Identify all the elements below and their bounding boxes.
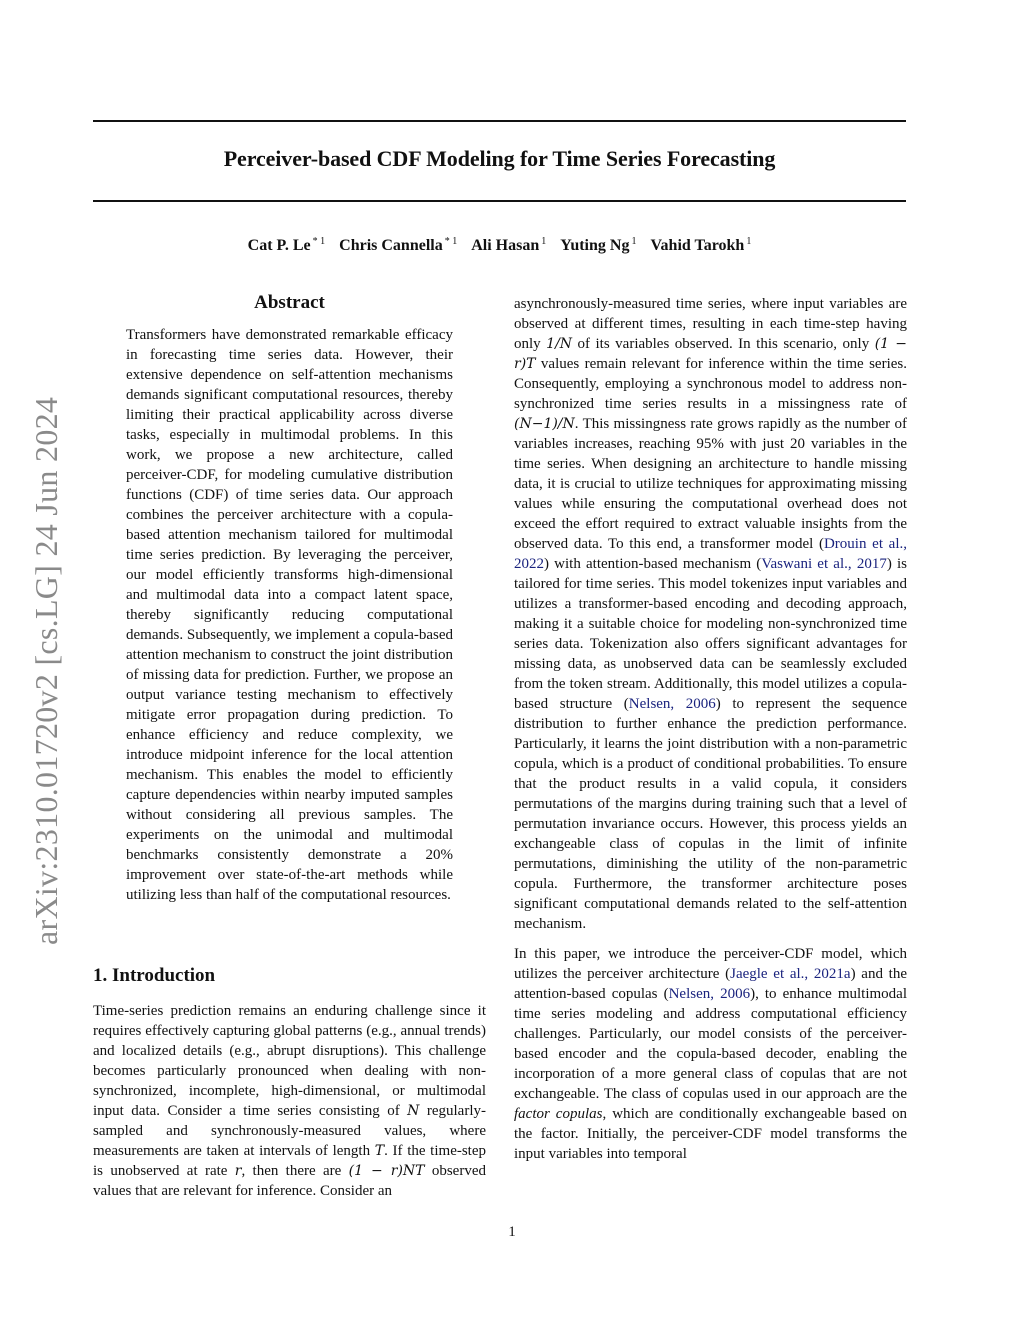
math-inline: T bbox=[374, 1143, 385, 1159]
introduction-paragraph bbox=[514, 944, 907, 1164]
citation-link[interactable]: Nelsen, 2006 bbox=[628, 696, 716, 712]
author-affiliation: * 1 bbox=[444, 236, 458, 247]
text-span: ) to represent the sequence distribution to further enhance the prediction performance. Particularly, it learns the joint distribution with a non-parametric copula, which is a product of conditional probabilities. To ensure that the product results in a valid copula, it considers permutations of the margins during training such that a level of permutation invariance occurs. However, this process yields an exchangeable class of copulas in the limit of infinite permutations, diminishing the utility of the non-parametric copula. Furthermore, the transformer architecture poses significant computational demands related to the self-attention mechanism. bbox=[514, 696, 907, 932]
author-name: Yuting Ng bbox=[560, 237, 630, 255]
text-span: ) and the attention-based copulas ( bbox=[514, 966, 907, 1002]
math-inline: N bbox=[407, 1103, 420, 1119]
author bbox=[560, 237, 636, 254]
math-inline: (1 − r)NT bbox=[348, 1163, 425, 1179]
text-span: observed values that are relevant for inference. Consider an bbox=[93, 1163, 486, 1199]
text-span: Time-series prediction remains an enduring challenge since it requires effectively capturing global patterns (e.g., annual trends) and localized details (e.g., abrupt disruptions). This challenge becomes particularly pronounced when dealing with non-synchronized, incomplete, high-dimensional, or multimodal input data. Consider a time series consisting of bbox=[93, 1003, 486, 1119]
text-span: ) is tailored for time series. This model tokenizes input variables and utilizes a transformer-based encoding and decoding approach, making it a suitable choice for modeling non-synchronized time series data. Tokenization also offers significant advantages for missing data, as unobserved data can be seamlessly excluded from the token stream. Additionally, this model utilizes a copula-based structure ( bbox=[514, 556, 908, 712]
text-span: ) with attention-based mechanism ( bbox=[544, 556, 762, 572]
author-name: Vahid Tarokh bbox=[650, 237, 745, 255]
text-span: regularly-sampled and synchronously-measured values, where measurements are taken at intervals of length bbox=[93, 1103, 486, 1159]
introduction-heading: 1. Introduction bbox=[93, 965, 216, 986]
text-span: , then there are bbox=[241, 1163, 349, 1179]
introduction-paragraph bbox=[93, 1001, 486, 1201]
math-inline: 1/N bbox=[546, 336, 573, 352]
citation-link[interactable]: Jaegle et al., 2021a bbox=[730, 966, 851, 982]
author-name: Cat P. Le bbox=[247, 237, 311, 255]
paper-title: Perceiver-based CDF Modeling for Time Series Forecasting bbox=[223, 146, 776, 171]
citation-link[interactable]: Drouin et al., 2022 bbox=[514, 536, 907, 572]
abstract-body: Transformers have demonstrated remarkable efficacy in forecasting time series data. However, their extensive dependence on self-attention mechanisms demands significant computational resources, thereby limiting their practical applicability across diverse tasks, especially in multimodal problems. In this work, we propose a new architecture, called perceiver-CDF, for modeling cumulative distribution functions (CDF) of time series data. Our approach combines the perceiver architecture with a copula-based attention mechanism tailored for multimodal time series prediction. By leveraging the perceiver, our model efficiently transforms high-dimensional and multimodal data into a compact latent space, thereby significantly reducing computational demands. Subsequently, we implement a copula-based attention mechanism to construct the joint distribution of missing data for prediction. Further, we propose an output variance testing mechanism to effectively mitigate error propagation during prediction. To enhance efficiency and reduce complexity, we introduce midpoint inference for the local attention mechanism. This enables the model to efficiently capture dependencies within nearby imputed samples without considering all previous samples. The experiments on the unimodal and multimodal benchmarks consistently demonstrate a 20% improvement over state-of-the-art methods while utilizing less than half of the computational resources. bbox=[126, 327, 453, 903]
introduction-paragraph-continued: asynchronously-measured time series, where input variables are observed at different times, resulting in each time-step having only 1/N of its variables observed. In this scenario, only (1 − r)T values remain relevant for inference within the time series. Consequently, employing a synchronous model to address non-synchronized time series results in a missingness rate of (N−1)/N. This missingness rate grows rapidly as the number of variables increases, reaching 95% with just 20 variables in the time series. When designing an architecture to handle missing data, it is crucial to utilize techniques for approximating missing values while ensuring the computational overhead does not exceed the effort required to extract valuable insights from the observed data. To this end, a transformer model (Drouin et al., 2022) with attention-based mechanism (Vaswani et al., 2017) is tailored for time series. This model tokenizes input variables and utilizes a transformer-based encoding and decoding approach, making it a suitable choice for modeling non-synchronized time series data. Tokenization also offers significant advantages for missing data, as unobserved data can be seamlessly excluded from the token stream. Additionally, this model utilizes a copula-based structure (Nelsen, 2006) to represent the sequence distribution to further enhance the prediction performance. Particularly, it learns the joint distribution with a non-parametric copula, which is a product of conditional probabilities. To ensure that the product results in a valid copula, it considers permutations of the margins during training such that a level of permutation invariance occurs. However, this process yields an exchangeable class of copulas in the limit of infinite permutations, diminishing the utility of the non-parametric copula. Furthermore, the transformer architecture poses significant computational demands related to the self-attention mechanism. bbox=[514, 296, 908, 932]
math-inline: r bbox=[234, 1163, 242, 1179]
text-span: of its variables observed. In this scenario, only bbox=[572, 336, 875, 352]
text-span: ), to enhance multimodal time series modeling and address computational efficiency challenges. Particularly, our model consists of the perceiver-based encoder and the copula-based decoder, enabling the incorporation of a more general class of copulas that are not exchangeable. The class of copulas used in our approach are the bbox=[514, 986, 907, 1102]
title-rule-bottom bbox=[93, 200, 906, 202]
author-name: Chris Cannella bbox=[339, 237, 443, 255]
title-rule-top bbox=[93, 120, 906, 122]
author bbox=[339, 237, 457, 254]
text-span: In this paper, we introduce the perceiver-CDF model, which utilizes the perceiver architecture ( bbox=[514, 946, 907, 982]
citation-link[interactable]: Vaswani et al., 2017 bbox=[761, 556, 887, 572]
author-affiliation: 1 bbox=[541, 236, 547, 247]
text-span: values remain relevant for inference within the time series. Consequently, employing a synchronous model to address non-synchronized time series results in a missingness rate of bbox=[514, 356, 907, 412]
author-name: Ali Hasan bbox=[471, 237, 540, 255]
citation-link[interactable]: Nelsen, 2006 bbox=[668, 986, 751, 1002]
author bbox=[650, 237, 751, 254]
page-number: 1 bbox=[508, 1224, 516, 1240]
math-inline: (1 − r)T bbox=[514, 336, 907, 372]
abstract-heading: Abstract bbox=[254, 292, 325, 313]
right-column bbox=[514, 294, 907, 1164]
text-span: , which are conditionally exchangeable based on the factor. Initially, the perceiver-CDF model transforms the input variables into temporal bbox=[514, 1106, 908, 1162]
math-inline: (N−1)/N bbox=[514, 416, 575, 432]
emphasis-term: factor copulas bbox=[514, 1106, 603, 1122]
author-affiliation: * 1 bbox=[312, 236, 326, 247]
author-list bbox=[93, 236, 906, 255]
author-affiliation: 1 bbox=[631, 236, 637, 247]
text-span: . If the time-step is unobserved at rate bbox=[93, 1143, 487, 1179]
author bbox=[248, 237, 325, 254]
text-span: . This missingness rate grows rapidly as the number of variables increases, reaching 95% with just 20 variables in the time series. When designing an architecture to handle missing data, it is crucial to utilize techniques for approximating missing values while ensuring the computational overhead does not exceed the effort required to extract valuable insights from the observed data. To this end, a transformer model ( bbox=[514, 416, 907, 552]
author-affiliation: 1 bbox=[746, 236, 752, 247]
arxiv-identifier: arXiv:2310.01720v2 [cs.LG] 24 Jun 2024 bbox=[28, 396, 64, 945]
author bbox=[471, 237, 546, 254]
